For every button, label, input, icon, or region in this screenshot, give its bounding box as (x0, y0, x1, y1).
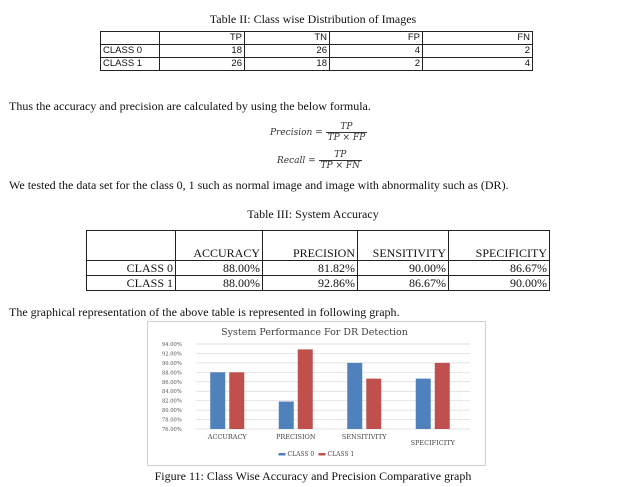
bar-class-0 (279, 402, 294, 429)
x-tick-label: SPECIFICITY (410, 439, 455, 447)
table-cell: 86.67% (358, 276, 449, 291)
chart-container (147, 321, 486, 466)
bar-class-0 (210, 372, 225, 429)
table-header-cell: ACCURACY (176, 231, 263, 261)
table-row (101, 32, 533, 45)
table-cell (87, 231, 176, 261)
formula-numerator: TP (326, 122, 368, 133)
table-cell (101, 32, 160, 45)
x-tick-label: SENSITIVITY (341, 433, 387, 441)
table-row (101, 45, 533, 58)
bar-class-0 (347, 363, 362, 429)
table3-caption: Table III: System Accuracy (247, 207, 379, 221)
y-tick-label: 82.00% (162, 398, 182, 405)
table-header-cell: PRECISION (263, 231, 358, 261)
table-row-label: CLASS 1 (101, 58, 160, 71)
table-cell: 4 (423, 58, 533, 71)
bar-class-1 (229, 372, 244, 429)
y-tick-label: 86.00% (162, 379, 182, 386)
table-cell: 18 (245, 58, 330, 71)
y-tick-label: 78.00% (162, 417, 182, 424)
table-cell: 4 (330, 45, 423, 58)
table-cell: 86.67% (449, 261, 550, 276)
table-header-cell: FN (423, 32, 533, 45)
table-header-cell: SENSITIVITY (358, 231, 449, 261)
table-header-cell: TP (160, 32, 245, 45)
legend-label: CLASS 0 (287, 451, 315, 458)
formula-fraction (319, 150, 362, 171)
legend-label: CLASS 1 (327, 451, 355, 458)
precision-formula (270, 122, 367, 143)
bar-chart (148, 322, 485, 465)
table-cell: 2 (330, 58, 423, 71)
body-text: Thus the accuracy and precision are calculated by using the below formula. (9, 99, 371, 113)
table2 (100, 31, 533, 71)
table-cell: 88.00% (176, 261, 263, 276)
recall-formula (277, 150, 362, 171)
formula-lhs: Precision = (270, 128, 323, 138)
y-tick-label: 76.00% (162, 427, 182, 433)
table-cell: 2 (423, 45, 533, 58)
bar-class-0 (416, 379, 431, 429)
y-tick-label: 84.00% (162, 389, 182, 396)
table-row-label: CLASS 0 (87, 261, 176, 276)
table-cell: 26 (245, 45, 330, 58)
table-header-cell: SPECIFICITY (449, 231, 550, 261)
bar-class-1 (298, 349, 313, 429)
body-text: The graphical representation of the above table is represented in following graph. (9, 305, 400, 319)
table-cell: 92.86% (263, 276, 358, 291)
table-cell: 18 (160, 45, 245, 58)
table-cell: 90.00% (358, 261, 449, 276)
y-tick-label: 88.00% (162, 370, 182, 377)
bar-class-1 (435, 363, 450, 429)
legend-swatch (319, 453, 326, 456)
figure-caption: Figure 11: Class Wise Accuracy and Precision Comparative graph (154, 469, 472, 483)
formula-denominator: TP × FN (320, 161, 360, 171)
table-cell: 81.82% (263, 261, 358, 276)
table-header-cell: TN (245, 32, 330, 45)
legend-swatch (279, 453, 286, 456)
table-row (87, 261, 550, 276)
bar-class-1 (366, 379, 381, 429)
table-row (87, 231, 550, 261)
formula-numerator: TP (319, 150, 362, 161)
y-tick-label: 92.00% (162, 351, 182, 358)
chart-title: System Performance For DR Detection (221, 327, 408, 338)
body-text: We tested the data set for the class 0, 1 such as normal image and image with abnormality such as (DR). (9, 178, 509, 192)
table2-caption: Table II: Class wise Distribution of Images (209, 12, 417, 26)
table3 (86, 230, 550, 291)
table-cell: 90.00% (449, 276, 550, 291)
x-tick-label: ACCURACY (207, 433, 247, 441)
table-cell: 26 (160, 58, 245, 71)
table-row (87, 276, 550, 291)
x-tick-label: PRECISION (275, 433, 316, 441)
table-cell: 88.00% (176, 276, 263, 291)
formula-lhs: Recall = (277, 156, 316, 166)
y-tick-label: 94.00% (162, 342, 182, 348)
table-row-label: CLASS 1 (87, 276, 176, 291)
table-row (101, 58, 533, 71)
y-tick-label: 80.00% (162, 408, 182, 415)
formula-fraction (326, 122, 368, 143)
formula-denominator: TP × FP (327, 133, 366, 143)
table-header-cell: FP (330, 32, 423, 45)
y-tick-label: 90.00% (162, 360, 182, 367)
table-row-label: CLASS 0 (101, 45, 160, 58)
